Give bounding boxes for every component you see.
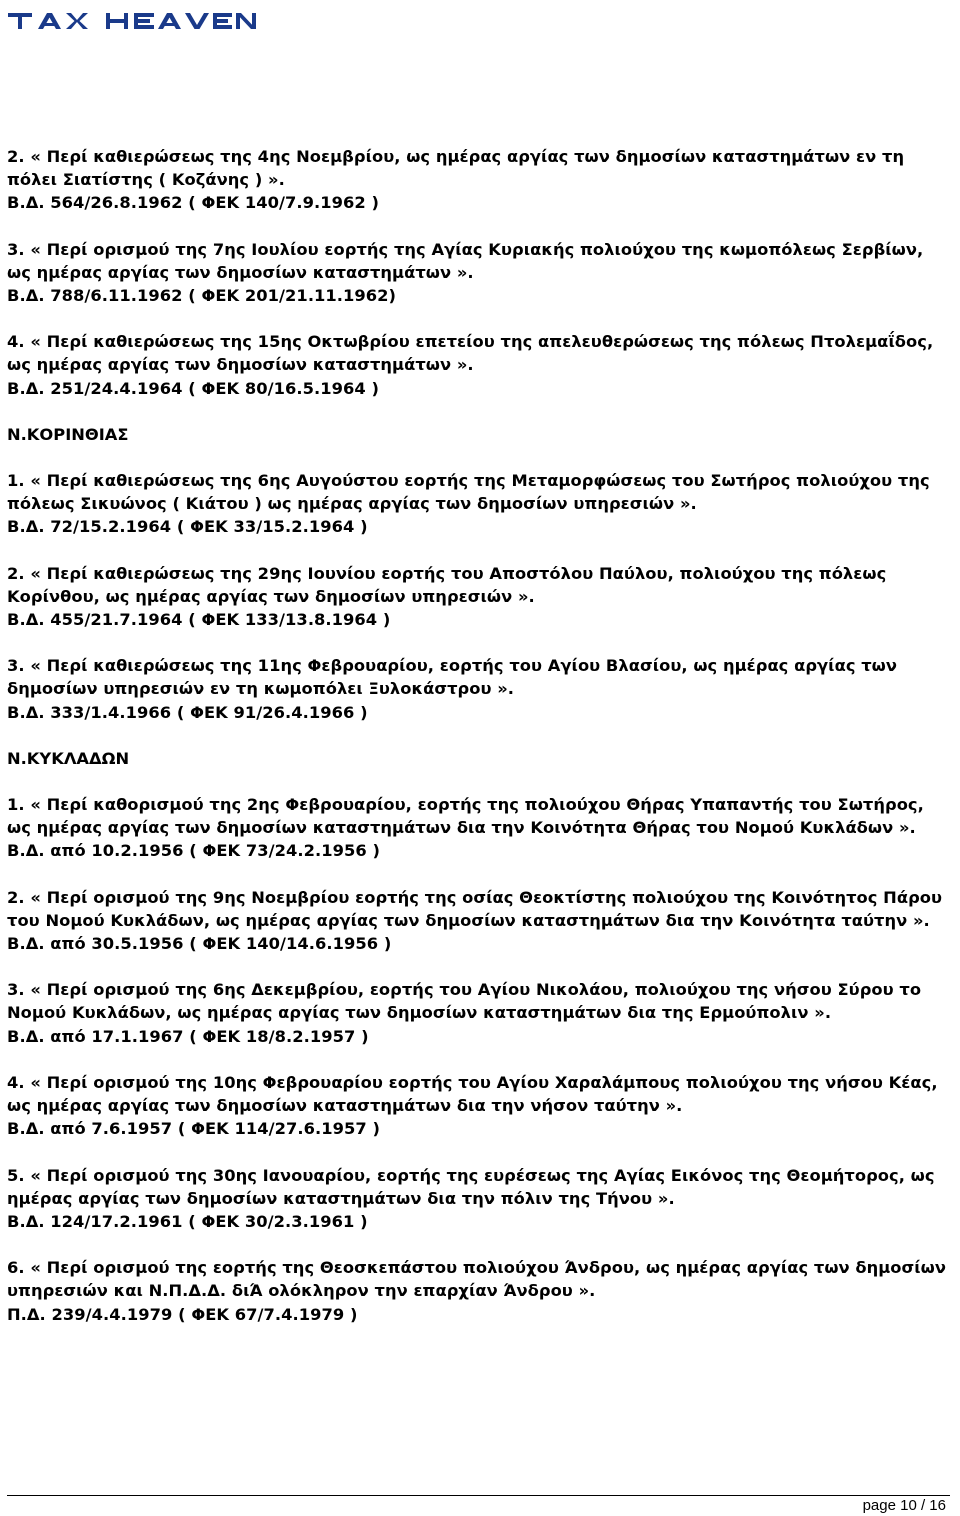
decree-text: 2. « Περί καθιερώσεως της 4ης Νοεμβρίου, ως ημέρας αργίας των δημοσίων καταστημάτων εν τη πόλει Σιατίστης ( Κοζάνης ) ».: [7, 147, 905, 190]
decree-reference: Β.Δ. 455/21.7.1964 ( ΦΕΚ 133/13.8.1964 ): [7, 610, 391, 630]
decree-entry: [7, 654, 952, 724]
footer-divider: [7, 1495, 950, 1496]
decree-reference: Β.Δ. 124/17.2.1961 ( ΦΕΚ 30/2.3.1961 ): [7, 1211, 368, 1231]
decree-entry: [7, 469, 952, 539]
decree-reference: Π.Δ. 239/4.4.1979 ( ΦΕΚ 67/7.4.1979 ): [7, 1304, 358, 1324]
decree-text: 2. « Περί καθιερώσεως της 29ης Ιουνίου εορτής του Αποστόλου Παύλου, πολιούχου της πόλεως Κορίνθου, ως ημέρας αργίας των δημοσίων υπηρεσιών ».: [7, 563, 887, 606]
decree-reference: Β.Δ. από 7.6.1957 ( ΦΕΚ 114/27.6.1957 ): [7, 1119, 380, 1139]
decree-entry: [7, 330, 952, 400]
decree-entry: [7, 1071, 952, 1141]
decree-text: 6. « Περί ορισμού της εορτής της Θεοσκεπάστου πολιούχου Άνδρου, ως ημέρας αργίας των δημοσίων υπηρεσιών και Ν.Π.Δ.Δ. διΆ ολόκληρον την επαρχίαν Άνδρου ».: [7, 1258, 946, 1301]
decree-text: 4. « Περί ορισμού της 10ης Φεβρουαρίου εορτής του Αγίου Χαραλάμπους πολιούχου της νήσου Κέας, ως ημέρας αργίας των δημοσίων καταστημάτων δια την νήσον ταύτην ».: [7, 1072, 938, 1116]
decree-entry: [7, 562, 952, 632]
decree-entry: [7, 793, 952, 863]
section-heading-kykladon: Ν.ΚΥΚΛΑΔΩΝ: [7, 748, 130, 768]
decree-reference: Β.Δ. από 17.1.1967 ( ΦΕΚ 18/8.2.1957 ): [7, 1026, 369, 1046]
decree-text: 1. « Περί καθορισμού της 2ης Φεβρουαρίου, εορτής της πολιούχου Θήρας Υπαπαντής του Σωτήρος, ως ημέρας αργίας των δημοσίων καταστημάτων δια την Κοινότητα Θήρας του Νομού Κυκλάδων ».: [7, 795, 924, 838]
decree-text: 3. « Περί ορισμού της 6ης Δεκεμβρίου, εορτής του Αγίου Νικολάου, πολιούχου της νήσου Σύρου το Νομού Κυκλάδων, ως ημέρας αργίας των δημοσίων καταστημάτων δια της Ερμούπολιν ».: [7, 980, 922, 1023]
decree-text: 1. « Περί καθιερώσεως της 6ης Αυγούστου εορτής της Μεταμορφώσεως του Σωτήρος πολιούχου της πόλεως Σικυώνος ( Κιάτου ) ως ημέρας αργίας των δημοσίων υπηρεσιών ».: [7, 471, 930, 514]
decree-reference: Β.Δ. 251/24.4.1964 ( ΦΕΚ 80/16.5.1964 ): [7, 378, 380, 398]
decree-entry: [7, 1256, 952, 1326]
decree-reference: Β.Δ. από 30.5.1956 ( ΦΕΚ 140/14.6.1956 ): [7, 934, 392, 954]
decree-entry: [7, 978, 952, 1048]
decree-text: 3. « Περί καθιερώσεως της 11ης Φεβρουαρίου, εορτής του Αγίου Βλασίου, ως ημέρας αργίας των δημοσίων υπηρεσιών εν τη κωμοπόλει Ξυλοκάστρου ».: [7, 656, 898, 699]
decree-text: 5. « Περί ορισμού της 30ης Ιανουαρίου, εορτής της ευρέσεως της Αγίας Εικόνος της Θεομήτορος, ως ημέρας αργίας των δημοσίων καταστημάτων δια την πόλιν της Τήνου ».: [7, 1165, 935, 1208]
decree-text: 3. « Περί ορισμού της 7ης Ιουλίου εορτής της Αγίας Κυριακής πολιούχου της κωμοπόλεως Σερβίων, ως ημέρας αργίας των δημοσίων καταστημάτων ».: [7, 239, 924, 282]
decree-text: 2. « Περί ορισμού της 9ης Νοεμβρίου εορτής της οσίας Θεοκτίστης πολιούχου της Κοινότητος Πάρου του Νομού Κυκλάδων, ως ημέρας αργίας των δημοσίων καταστημάτων δια την Κοινότητα ταύτην ».: [7, 887, 943, 930]
decree-entry: [7, 238, 952, 308]
decree-entry: [7, 1164, 952, 1234]
decree-reference: Β.Δ. 564/26.8.1962 ( ΦΕΚ 140/7.9.1962 ): [7, 193, 380, 213]
decree-reference: Β.Δ. 788/6.11.1962 ( ΦΕΚ 201/21.11.1962): [7, 286, 397, 306]
decree-reference: Β.Δ. 333/1.4.1966 ( ΦΕΚ 91/26.4.1966 ): [7, 702, 368, 722]
page-number: page 10 / 16: [862, 1497, 946, 1514]
decree-reference: Β.Δ. 72/15.2.1964 ( ΦΕΚ 33/15.2.1964 ): [7, 517, 368, 537]
document-body: [7, 145, 952, 1349]
decree-text: 4. « Περί καθιερώσεως της 15ης Οκτωβρίου επετείου της απελευθερώσεως της πόλεως Πτολεμαΐδος, ως ημέρας αργίας των δημοσίων καταστημάτων ».: [7, 332, 934, 375]
decree-entry: [7, 145, 952, 215]
decree-entry: [7, 886, 952, 956]
decree-reference: Β.Δ. από 10.2.1956 ( ΦΕΚ 73/24.2.1956 ): [7, 841, 380, 861]
taxheaven-logo: [8, 6, 258, 36]
section-heading-korinthias: Ν.ΚΟΡΙΝΘΙΑΣ: [7, 424, 129, 444]
